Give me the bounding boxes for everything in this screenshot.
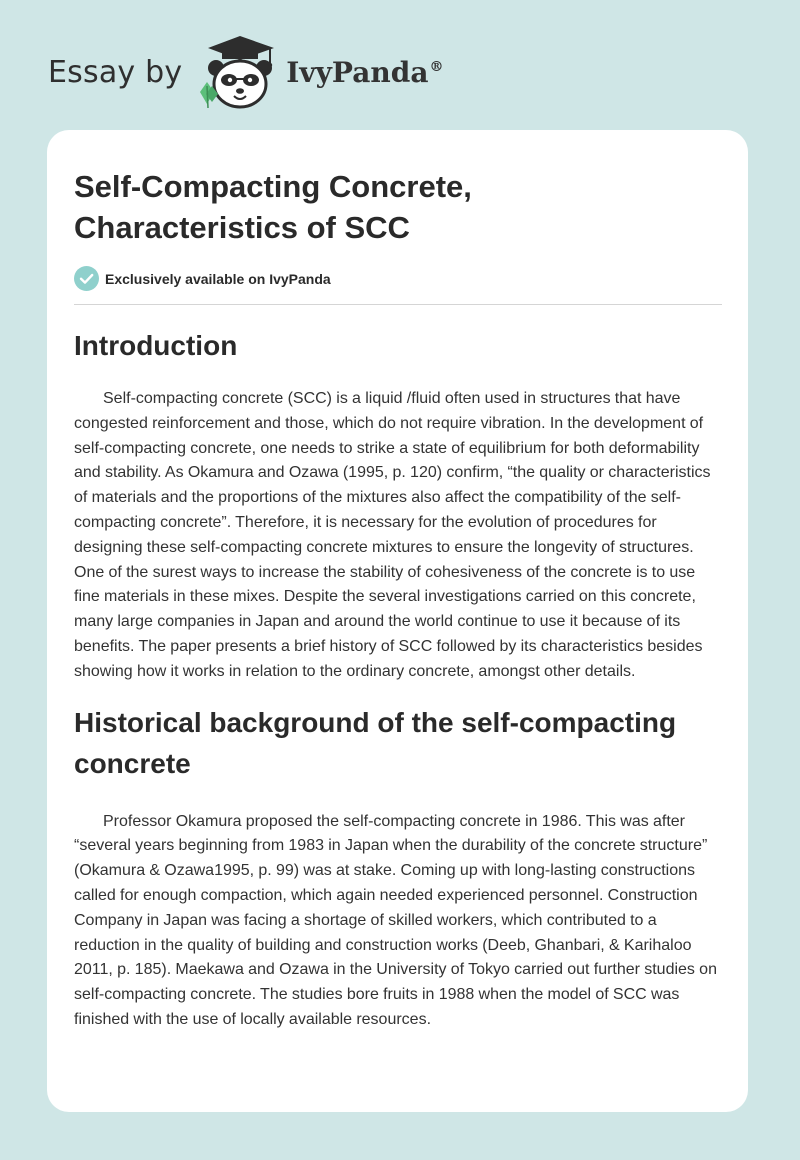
section-paragraph-introduction: Self-compacting concrete (SCC) is a liquid /fluid often used in structures that have congested reinforcement and those, which do not require vibration. In the development of self-compacting concrete, one needs to strike a state of equilibrium for both deformability and stability. As Okamura and Ozawa (1995, p. 120) confirm, “the quality or characteristics of materials and the proportions of the mixtures also affect the compatibility of the self-compacting concrete”. Therefore, it is necessary for the evolution of procedures for designing these self-compacting concrete mixtures to ensure the longevity of structures. One of the surest ways to increase the stability of cohesiveness of the concrete is to use fine materials in these mixes. Despite the several investigations carried on this concrete, many large companies in Japan and around the world continue to use it because of its benefits. The paper presents a brief history of SCC followed by its characteristics besides showing how it works in relation to the ordinary concrete, amongst other details. xyxy=(74,390,711,680)
section-heading-introduction: Introduction xyxy=(74,330,238,361)
exclusive-badge-text: Exclusively available on IvyPanda xyxy=(105,270,331,287)
section-heading-historical-background: Historical background of the self-compacting concrete xyxy=(74,706,677,779)
brand-prefix: Essay by xyxy=(48,54,183,90)
ivypanda-logo-icon xyxy=(196,34,284,110)
section-paragraph-historical-background: Professor Okamura proposed the self-compacting concrete in 1986. This was after “several years beginning from 1983 in Japan when the durability of the concrete structure” (Okamura & Ozawa1995, p. 99) was at stake. Coming up with long-lasting constructions called for enough compaction, which again needed experienced personnel. Construction Company in Japan was facing a shortage of skilled workers, which contributed to a reduction in the quality of building and construction works (Deeb, Ghanbari, & Karihaloo 2011, p. 185). Maekawa and Ozawa in the University of Tokyo carried out further studies on self-compacting concrete. The studies bore fruits in 1988 when the model of SCC was finished with the use of locally available resources. xyxy=(74,812,717,1028)
exclusive-badge xyxy=(74,266,722,305)
registered-mark: ® xyxy=(429,59,444,76)
essay-card xyxy=(47,130,748,1112)
site-brand[interactable] xyxy=(48,34,443,110)
check-circle-icon xyxy=(74,266,99,291)
brand-name: IvyPanda® xyxy=(286,55,444,89)
essay-title: Self-Compacting Concrete, Characteristics of SCC xyxy=(74,169,472,245)
